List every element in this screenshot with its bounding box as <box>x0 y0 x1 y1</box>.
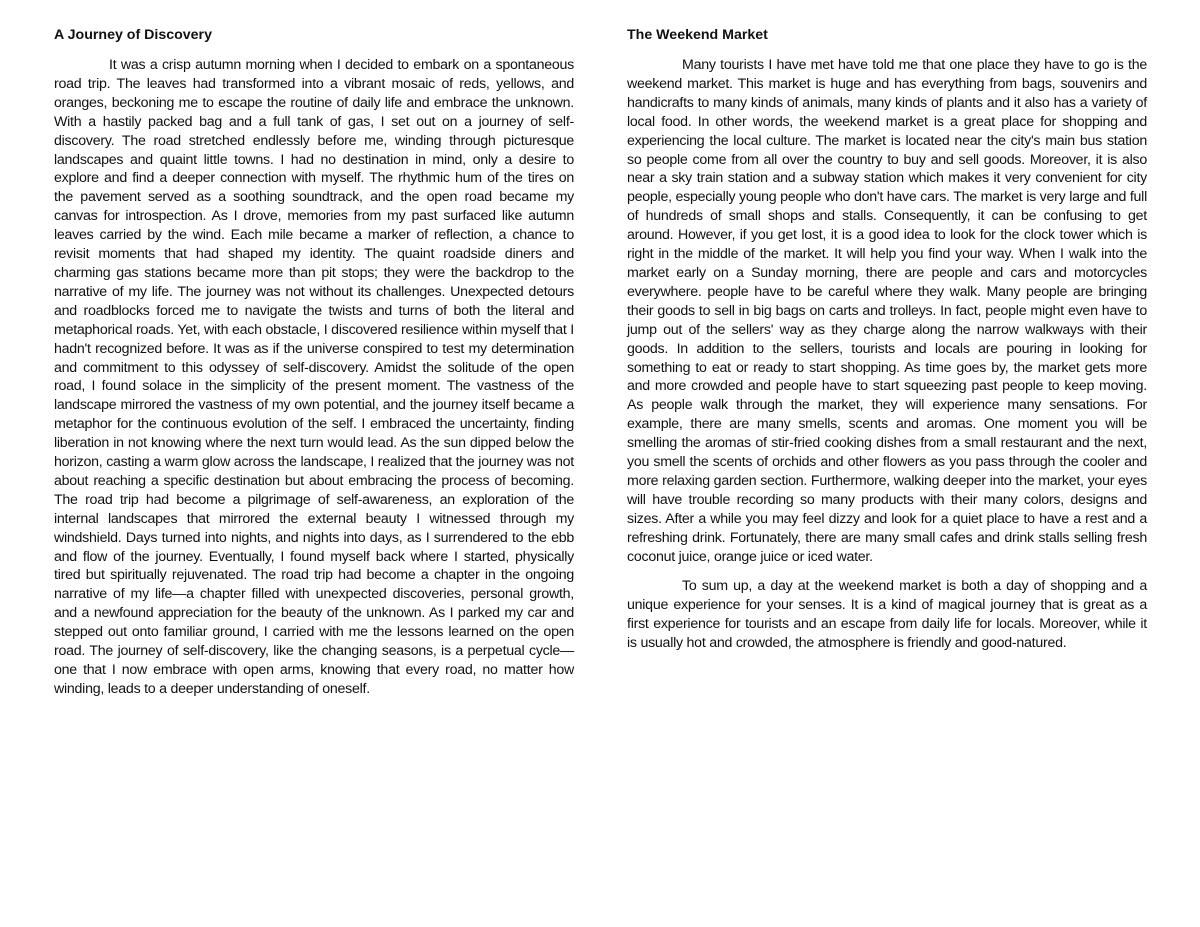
left-article <box>54 26 574 699</box>
right-article-paragraph-1: Many tourists I have met have told me that one place they have to go is the weekend market. This market is huge and has everything from bags, souvenirs and handicrafts to many kinds of animals, many kinds of plants and it also has a variety of local food. In other words, the weekend market is a great place for shopping and experiencing the local culture. The market is located near the city's main bus station so people come from all over the country to buy and sell goods. Moreover, it is also near a sky train station and a subway station which makes it very convenient for city people, especially young people who don't have cars. The market is very large and full of hundreds of small shops and stalls. Consequently, it can be confusing to get around. However, if you get lost, it is a good idea to look for the clock tower which is right in the middle of the market. It will help you find your way. When I walk into the market early on a Sunday morning, there are people and cars and motorcycles everywhere. people have to be careful where they walk. Many people are bringing their goods to sell in big bags on carts and trolleys. In fact, people might even have to jump out of the sellers' way as they charge along the narrow walkways with their goods. In addition to the sellers, tourists and locals are pouring in looking for something to eat or ready to start shopping. As time goes by, the market gets more and more crowded and people have to start squeezing past people to keep moving. As people walk through the market, they will experience many sensations. For example, there are many smells, scents and aromas. One moment you will be smelling the aromas of stir-fried cooking dishes from a small restaurant and the next, you smell the scents of orchids and other flowers as you pass through the cooler and more relaxing garden section. Furthermore, walking deeper into the market, your eyes will have trouble recording so many products with their many colors, designs and sizes. After a while you may feel dizzy and look for a quiet place to have a rest and a refreshing drink. Fortunately, there are many small cafes and drink stalls selling fresh coconut juice, orange juice or iced water. <box>627 57 1147 565</box>
left-article-paragraph-1: It was a crisp autumn morning when I decided to embark on a spontaneous road trip. The leaves had transformed into a vibrant mosaic of reds, yellows, and oranges, beckoning me to escape the routine of daily life and embrace the unknown. With a hastily packed bag and a full tank of gas, I set out on a journey of self-discovery. The road stretched endlessly before me, winding through picturesque landscapes and quaint little towns. I had no destination in mind, only a desire to explore and find a deeper connection with myself. The rhythmic hum of the tires on the pavement served as a soothing soundtrack, and the open road became my canvas for introspection. As I drove, memories from my past surfaced like autumn leaves carried by the wind. Each mile became a marker of reflection, a chance to revisit moments that had shaped my identity. The quaint roadside diners and charming gas stations became more than pit stops; they were the backdrop to the narrative of my life. The journey was not without its challenges. Unexpected detours and roadblocks forced me to navigate the twists and turns of both the literal and metaphorical roads. Yet, with each obstacle, I discovered resilience within myself that I hadn't recognized before. It was as if the universe conspired to test my determination and commitment to this odyssey of self-discovery. Amidst the solitude of the open road, I found solace in the simplicity of the present moment. The vastness of the landscape mirrored the vastness of my own potential, and the journey itself became a metaphor for the continuous evolution of the self. I embraced the uncertainty, finding liberation in not knowing where the next turn would lead. As the sun dipped below the horizon, casting a warm glow across the landscape, I realized that the journey was not about reaching a specific destination but about embracing the process of becoming. The road trip had become a pilgrimage of self-awareness, an exploration of the internal landscapes that mirrored the external beauty I witnessed through my windshield. Days turned into nights, and nights into days, as I surrendered to the ebb and flow of the journey. Eventually, I found myself back where I started, physically tired but spiritually rejuvenated. The road trip had become a chapter in the ongoing narrative of my life—a chapter filled with unexpected discoveries, personal growth, and a newfound appreciation for the beauty of the unknown. As I parked my car and stepped out onto familiar ground, I carried with me the lessons learned on the open road. The journey of self-discovery, like the changing seasons, is a perpetual cycle—one that I now embrace with open arms, knowing that every road, no matter how winding, leads to a deeper understanding of oneself. <box>54 57 574 697</box>
right-article-paragraph-2: To sum up, a day at the weekend market is both a day of shopping and a unique experience for your senses. It is a kind of magical journey that is great as a first experience for tourists and an escape from daily life for locals. Moreover, while it is usually hot and crowded, the atmosphere is friendly and good-natured. <box>627 578 1147 652</box>
right-article-title: The Weekend Market <box>627 27 768 43</box>
right-article <box>627 26 1147 653</box>
left-article-title: A Journey of Discovery <box>54 27 212 43</box>
